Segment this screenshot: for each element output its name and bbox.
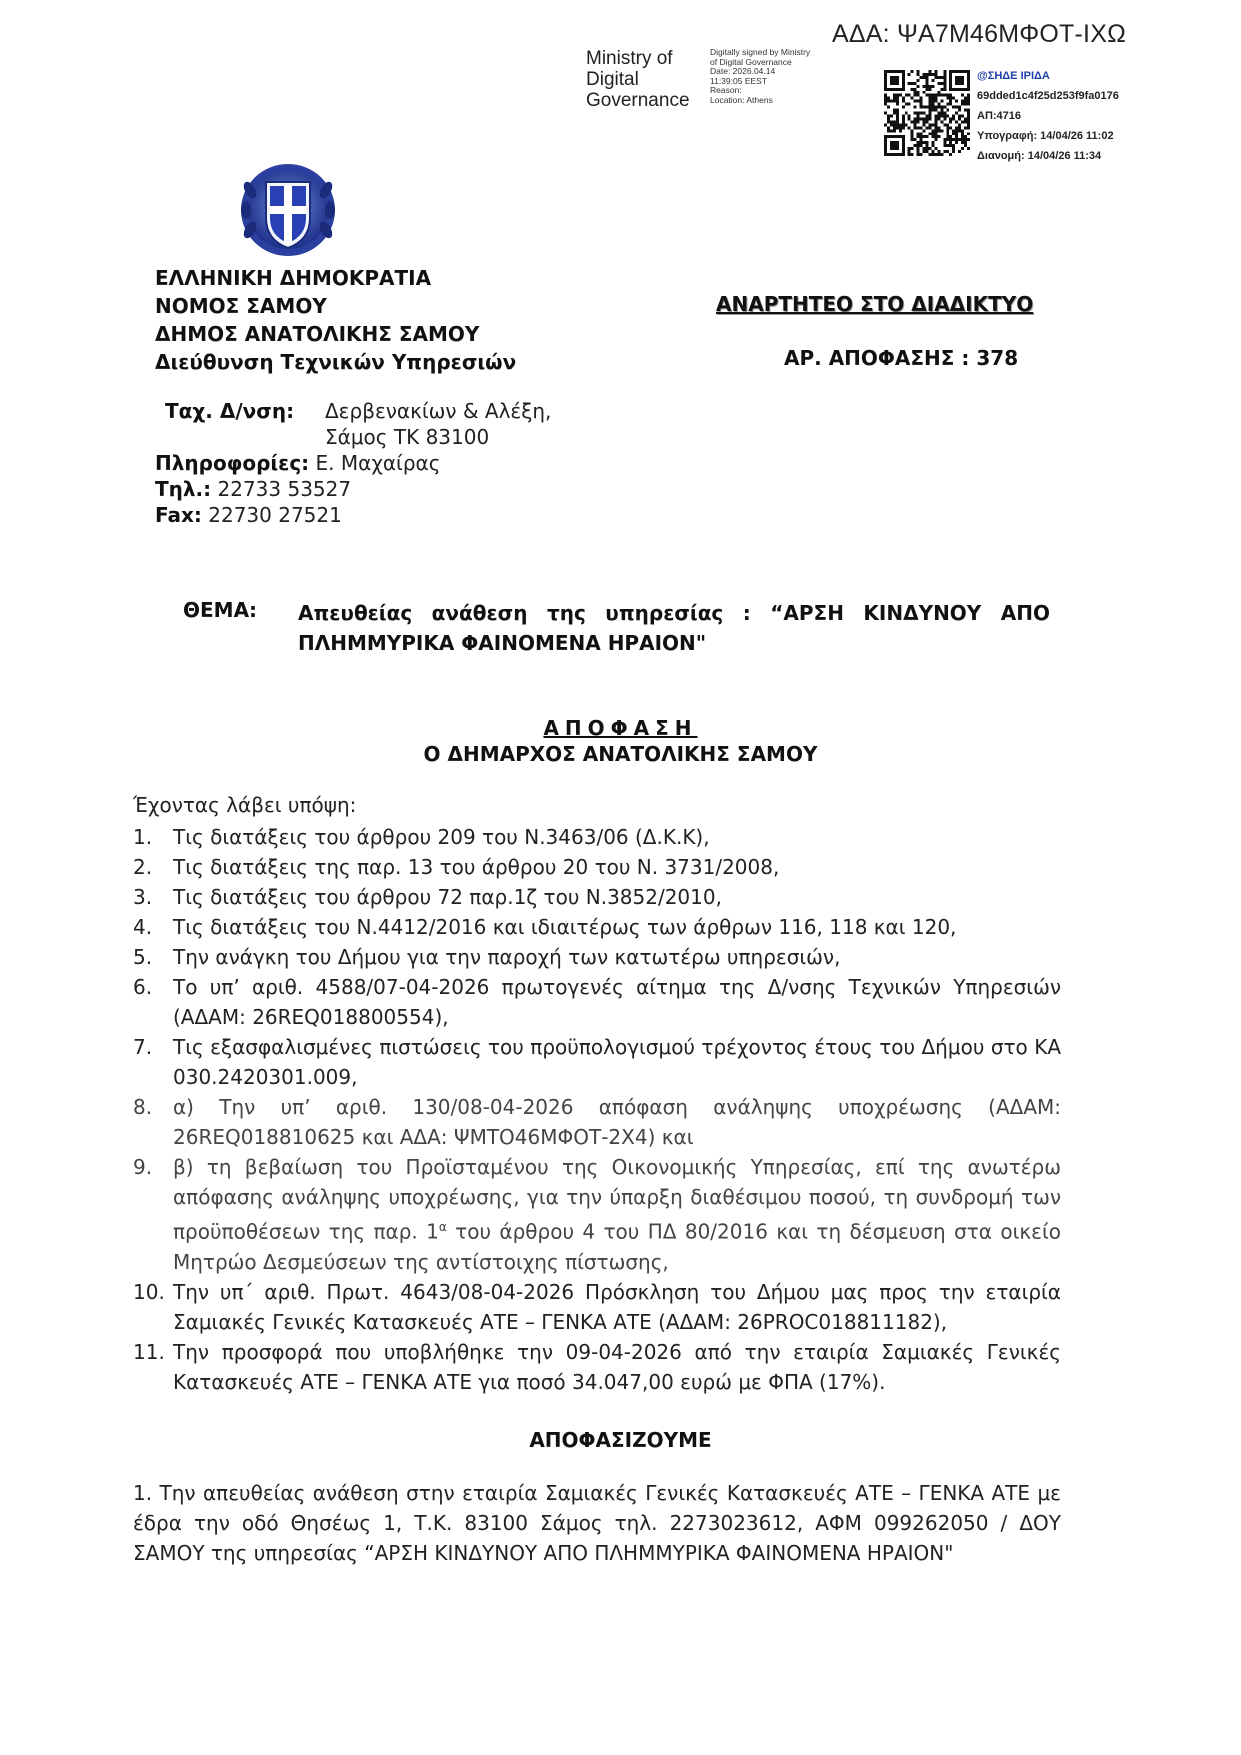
phone-row (155, 476, 440, 502)
list-item-number: 11. (133, 1339, 165, 1364)
info-row (155, 450, 440, 476)
ada-number: ΑΔΑ: ΨΑ7Μ46ΜΦΟΤ-ΙΧΩ (832, 20, 1126, 48)
contact-block (155, 398, 552, 528)
list-item-text: Την υπ΄ αριθ. Πρωτ. 4643/08-04-2026 Πρόσκληση του Δήμου μας προς την εταιρία Σαμιακές Γενικές Κατασκευές ΑΤΕ – ΓΕΝΚΑ ΑΤΕ (ΑΔΑΜ: 26PROC018811182), (173, 1279, 1061, 1334)
list-item (133, 1092, 1061, 1152)
address-row (155, 398, 552, 424)
signature-details (710, 48, 840, 105)
address-row-2 (155, 424, 490, 450)
decision-title: ΑΠΟΦΑΣΗ (543, 716, 698, 740)
list-item-number: 6. (133, 975, 153, 999)
list-item-text: Τις διατάξεις του άρθρου 72 παρ.1ζ του Ν.3852/2010, (173, 885, 722, 909)
issuer-header (155, 264, 516, 376)
list-item (133, 822, 1061, 852)
decision-number: ΑΡ. ΑΠΟΦΑΣΗΣ : 378 (784, 346, 1019, 370)
address-label: Ταχ. Δ/νση: (165, 399, 295, 423)
list-item-text: Τις διατάξεις του Ν.4412/2016 και ιδιαιτέρως των άρθρων 116, 118 και 120, (173, 915, 957, 939)
decision-subtitle: Ο ΔΗΜΑΡΧΟΣ ΑΝΑΤΟΛΙΚΗΣ ΣΑΜΟΥ (423, 742, 818, 766)
considerations-intro: Έχοντας λάβει υπόψη: (133, 793, 357, 817)
list-item (133, 852, 1061, 882)
irida-brand: @ΣΗΔΕ ΙΡΙΔΑ (977, 70, 1050, 82)
list-item-number: 4. (133, 915, 153, 939)
qr-code-icon (884, 70, 970, 156)
list-item-text: Τις εξασφαλισμένες πιστώσεις του προϋπολογισμού τρέχοντος έτους του Δήμου στο ΚΑ 030.2420301.009, (173, 1035, 1061, 1089)
address-line-1: Δερβενακίων & Αλέξη, (325, 399, 552, 423)
list-item-number: 9. (133, 1155, 153, 1179)
list-item (133, 972, 1061, 1032)
decision-paragraph: 1. Την απευθείας ανάθεση στην εταιρία Σαμιακές Γενικές Κατασκευές ΑΤΕ – ΓΕΝΚΑ ΑΤΕ με έδρα την οδό Θησέως 1, Τ.Κ. 83100 Σάμος τηλ. 2273023612, ΑΦΜ 099262050 / ΔΟΥ ΣΑΜΟΥ της υπηρεσίας “ΑΡΣΗ ΚΙΝΔΥΝΟΥ ΑΠΟ ΠΛΗΜΜΥΡΙΚΑ ΦΑΙΝΟΜΕΝΑ ΗΡΑΙΟΝ" (133, 1481, 1061, 1565)
info-value: Ε. Μαχαίρας (315, 451, 441, 475)
signature-detail-line: Reason: (710, 85, 742, 95)
header-prefecture: ΝΟΜΟΣ ΣΑΜΟΥ (155, 294, 327, 318)
considerations-list (133, 822, 1061, 1397)
phone-label: Τηλ.: (155, 477, 212, 501)
header-municipality: ΔΗΜΟΣ ΑΝΑΤΟΛΙΚΗΣ ΣΑΜΟΥ (155, 322, 480, 346)
list-item-text: Την προσφορά που υποβλήθηκε την 09-04-2026 από την εταιρία Σαμιακές Γενικές Κατασκευές ΑΤΕ – ΓΕΝΚΑ ΑΤΕ για ποσό 34.047,00 ευρώ με ΦΠΑ (17%). (173, 1339, 1061, 1394)
irida-protocol: ΑΠ:4716 (977, 110, 1022, 122)
address-line-2: Σάμος ΤΚ 83100 (325, 425, 490, 449)
list-item-text: Το υπ’ αριθ. 4588/07-04-2026 πρωτογενές αίτημα της Δ/νσης Τεχνικών Υπηρεσιών (ΑΔΑΜ: 26REQ018800554), (173, 975, 1061, 1029)
list-item-text: β) τη βεβαίωση του Προϊσταμένου της Οικονομικής Υπηρεσίας, επί της ανωτέρω απόφασης ανάληψης υποχρέωσης, για την ύπαρξη διαθέσιμου ποσού, τη συνδρομή των προϋποθέσεων της παρ. 1 (173, 1155, 1061, 1244)
phone-value: 22733 53527 (217, 477, 352, 501)
list-item (133, 1032, 1061, 1092)
list-item-number: 8. (133, 1095, 153, 1119)
irida-hash: 69dded1c4f25d253f9fa0176 (977, 90, 1119, 102)
signature-detail-line: 11:39:05 EEST (710, 75, 768, 86)
subject-label: ΘΕΜΑ: (183, 598, 258, 622)
irida-stamp (977, 66, 1119, 166)
list-item-number: 1. (133, 825, 153, 849)
list-item (133, 942, 1061, 972)
info-label: Πληροφορίες: (155, 451, 310, 475)
list-item (133, 1277, 1061, 1337)
header-department: Διεύθυνση Τεχνικών Υπηρεσιών (155, 350, 517, 374)
signature-ministry (586, 48, 690, 111)
list-item-superscript: α (438, 1220, 447, 1234)
signature-detail-line: Digitally signed by Ministry (710, 47, 811, 57)
irida-signature-date: Υπογραφή: 14/04/26 11:02 (977, 130, 1114, 142)
list-item-text: α) Την υπ’ αριθ. 130/08-04-2026 απόφαση ανάληψης υποχρέωσης (ΑΔΑΜ: 26REQ018810625 και ΑΔΑ: ΨΜΤΟ46ΜΦΟΤ-2Χ4) και (173, 1095, 1061, 1149)
irida-distribution-date: Διανομή: 14/04/26 11:34 (977, 150, 1102, 162)
list-item-text: Τις διατάξεις της παρ. 13 του άρθρου 20 του Ν. 3731/2008, (173, 855, 780, 879)
list-item-number: 10. (133, 1279, 165, 1304)
list-item-number: 7. (133, 1035, 153, 1059)
greek-emblem-icon (236, 160, 340, 260)
subject-text: Απευθείας ανάθεση της υπηρεσίας : “ΑΡΣΗ ΚΙΝΔΥΝΟΥ ΑΠΟ ΠΛΗΜΜΥΡΙΚΑ ΦΑΙΝΟΜΕΝΑ ΗΡΑΙΟΝ" (298, 601, 1050, 655)
list-item-number: 2. (133, 855, 153, 879)
signature-detail-line: Date: 2026.04.14 (710, 66, 776, 76)
fax-value: 22730 27521 (208, 503, 342, 527)
list-item (133, 912, 1061, 942)
list-item-number: 3. (133, 885, 153, 909)
signature-detail-line: Location: Athens (710, 94, 773, 105)
list-item-number: 5. (133, 945, 153, 969)
header-republic: ΕΛΛΗΝΙΚΗ ΔΗΜΟΚΡΑΤΙΑ (155, 266, 432, 290)
publish-online-notice: ΑΝΑΡΤΗΤΕΟ ΣΤΟ ΔΙΑΔΙΚΤΥΟ (716, 292, 1034, 316)
list-item (133, 1152, 1061, 1277)
fax-row (155, 502, 440, 528)
list-item (133, 882, 1061, 912)
fax-label: Fax: (155, 503, 202, 527)
signature-ministry-line: Digital (586, 69, 639, 90)
list-item (133, 1337, 1061, 1397)
signature-detail-line: of Digital Governance (710, 56, 792, 67)
list-item-text: Την ανάγκη του Δήμου για την παροχή των κατωτέρω υπηρεσιών, (173, 945, 841, 969)
signature-ministry-line: Governance (586, 90, 690, 111)
list-item-text: Τις διατάξεις του άρθρου 209 του Ν.3463/06 (Δ.Κ.Κ), (173, 825, 710, 849)
signature-ministry-line: Ministry of (586, 48, 673, 69)
we-decide-heading: ΑΠΟΦΑΣΙΖΟΥΜΕ (529, 1428, 712, 1452)
list-item-text: του άρθρου 4 του ΠΔ 80/2016 και τη δέσμευση στα οικείο Μητρώο Δεσμεύσεων της αντίστοιχης πίστωσης, (173, 1219, 1061, 1274)
